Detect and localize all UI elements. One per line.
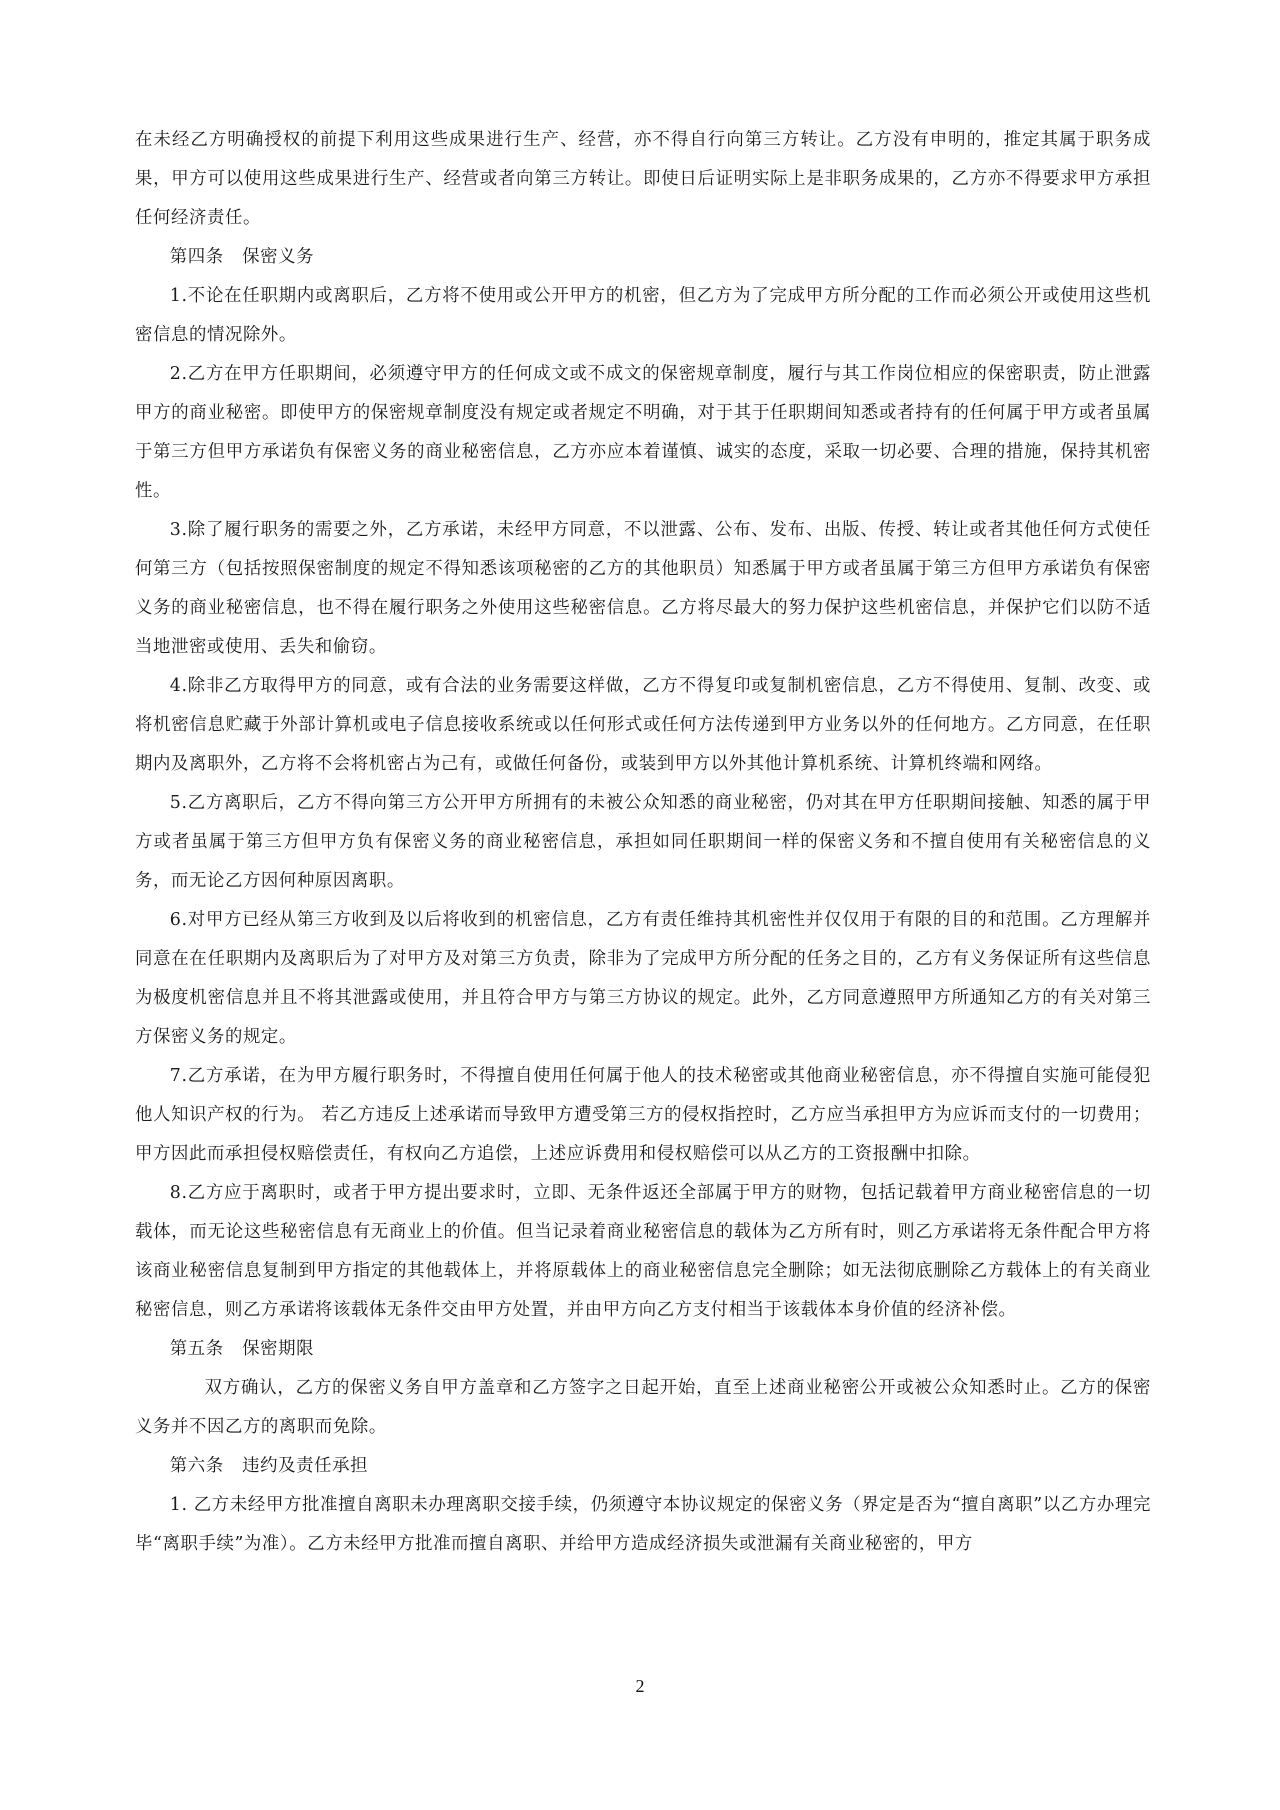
paragraph-continued: 在未经乙方明确授权的前提下利用这些成果进行生产、经营，亦不得自行向第三方转让。乙方没有申明的，推定其属于职务成果，甲方可以使用这些成果进行生产、经营或者向第三方转让。即使日后证明实际上是非职务成果的，乙方亦不得要求甲方承担任何经济责任。 [135, 130, 1151, 228]
clause-4-5: 5.乙方离职后，乙方不得向第三方公开甲方所拥有的未被公众知悉的商业秘密，仍对其在甲方任职期间接触、知悉的属于甲方或者虽属于第三方但甲方负有保密义务的商业秘密信息，承担如同任职期间一样的保密义务和不擅自使用有关秘密信息的义务，而无论乙方因何种原因离职。 [135, 793, 1151, 891]
section-title: 保密义务 [242, 247, 315, 267]
clause-4-8: 8.乙方应于离职时，或者于甲方提出要求时，立即、无条件返还全部属于甲方的财物，包括记载着甲方商业秘密信息的一切载体，而无论这些秘密信息有无商业上的价值。但当记录着商业秘密信息的载体为乙方所有时，则乙方承诺将无条件配合甲方将该商业秘密信息复制到甲方指定的其他载体上，并将原载体上的商业秘密信息完全删除；如无法彻底删除乙方载体上的有关商业秘密信息，则乙方承诺将该载体无条件交由甲方处置，并由甲方向乙方支付相当于该载体本身价值的经济补偿。 [135, 1183, 1151, 1320]
section-number: 第六条 [169, 1456, 224, 1476]
clause-4-2: 2.乙方在甲方任职期间，必须遵守甲方的任何成文或不成文的保密规章制度，履行与其工作岗位相应的保密职责，防止泄露甲方的商业秘密。即使甲方的保密规章制度没有规定或者规定不明确，对于其于任职期间知悉或者持有的任何属于甲方或者虽属于第三方但甲方承诺负有保密义务的商业秘密信息，乙方亦应本着谨慎、诚实的态度，采取一切必要、合理的措施，保持其机密性。 [135, 364, 1151, 501]
section-gap [224, 1456, 242, 1476]
section-gap [224, 1339, 242, 1359]
clause-4-1: 1.不论在任职期内或离职后，乙方将不使用或公开甲方的机密，但乙方为了完成甲方所分配的工作而必须公开或使用这些机密信息的情况除外。 [135, 286, 1151, 345]
section-heading-article-6 [135, 1447, 1151, 1486]
document-page [135, 121, 1151, 1564]
page-number: 2 [635, 1676, 645, 1696]
clause-5-body: 双方确认，乙方的保密义务自甲方盖章和乙方签字之日起开始，直至上述商业秘密公开或被公众知悉时止。乙方的保密义务并不因乙方的离职而免除。 [135, 1378, 1151, 1437]
section-heading-article-4 [135, 238, 1151, 277]
clause-4-7: 7.乙方承诺，在为甲方履行职务时，不得擅自使用任何属于他人的技术秘密或其他商业秘密信息，亦不得擅自实施可能侵犯他人知识产权的行为。 若乙方违反上述承诺而导致甲方遭受第三方的侵权指控时，乙方应当承担甲方为应诉而支付的一切费用；甲方因此而承担侵权赔偿责任，有权向乙方追偿，上述应诉费用和侵权赔偿可以从乙方的工资报酬中扣除。 [135, 1066, 1151, 1164]
section-title: 违约及责任承担 [242, 1456, 369, 1476]
section-number: 第四条 [169, 247, 224, 267]
section-number: 第五条 [169, 1339, 224, 1359]
section-title: 保密期限 [242, 1339, 315, 1359]
clause-4-3: 3.除了履行职务的需要之外，乙方承诺，未经甲方同意，不以泄露、公布、发布、出版、传授、转让或者其他任何方式使任何第三方（包括按照保密制度的规定不得知悉该项秘密的乙方的其他职员）知悉属于甲方或者虽属于第三方但甲方承诺负有保密义务的商业秘密信息，也不得在履行职务之外使用这些秘密信息。乙方将尽最大的努力保护这些机密信息，并保护它们以防不适当地泄密或使用、丢失和偷窃。 [135, 520, 1151, 657]
clause-6-1: 1. 乙方未经甲方批准擅自离职未办理离职交接手续，仍须遵守本协议规定的保密义务（界定是否为“擅自离职”以乙方办理完毕“离职手续”为准）。乙方未经甲方批准而擅自离职、并给甲方造成经济损失或泄漏有关商业秘密的，甲方 [135, 1495, 1151, 1554]
section-heading-article-5 [135, 1330, 1151, 1369]
clause-4-4: 4.除非乙方取得甲方的同意，或有合法的业务需要这样做，乙方不得复印或复制机密信息，乙方不得使用、复制、改变、或将机密信息贮藏于外部计算机或电子信息接收系统或以任何形式或任何方法传递到甲方业务以外的任何地方。乙方同意，在任职期内及离职外，乙方将不会将机密占为己有，或做任何备份，或装到甲方以外其他计算机系统、计算机终端和网络。 [135, 676, 1151, 774]
section-gap [224, 247, 242, 267]
clause-4-6: 6.对甲方已经从第三方收到及以后将收到的机密信息，乙方有责任维持其机密性并仅仅用于有限的目的和范围。乙方理解并同意在在任职期内及离职后为了对甲方及对第三方负责，除非为了完成甲方所分配的任务之目的，乙方有义务保证所有这些信息为极度机密信息并且不将其泄露或使用，并且符合甲方与第三方协议的规定。此外，乙方同意遵照甲方所通知乙方的有关对第三方保密义务的规定。 [135, 910, 1151, 1047]
